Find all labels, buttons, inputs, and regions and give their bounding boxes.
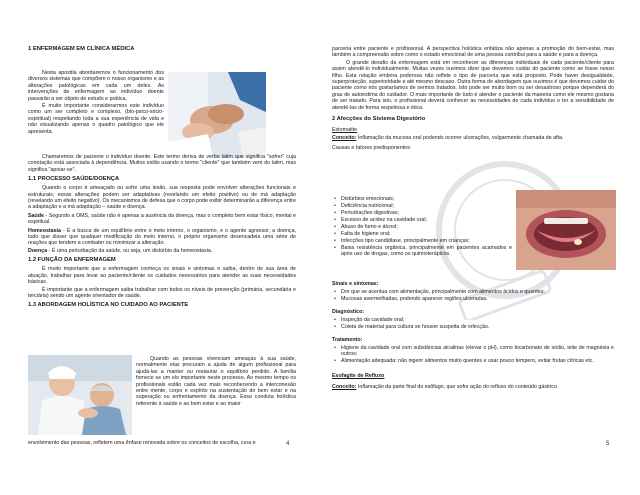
doenca-definition [28,248,296,254]
estomatite-conceito [332,135,614,141]
causas-list [332,196,512,258]
left-page-title-block [28,46,296,53]
tratamento-title: Tratamento: [332,336,363,343]
list-item: • Inspeção da cavidade oral; [332,317,614,323]
saude-definition [28,213,296,226]
causas-list-block [332,196,512,258]
tratamento-list [332,345,614,365]
estomatite-title: Estomatite [332,127,358,134]
right-intro-paragraph-1: parceria entre paciente e profissional. A perspectiva holística enfatiza não apenas a promoção do bem-estar, mas também a compreensão sobre como o estado emocional de uma pessoa contribui para a saúde e para a doença. [332,46,614,59]
section-1-3-paragraph: Quando as pessoas vivenciam ameaças à sua saúde, normalmente elas procuram a ajuda de algum profissional para ajudá-las a manter ou restaurar o equilíbrio perdido. A família fornece se um elo importante neste processo. Ao mesmo tempo os profissionais estão cada vez mais reconhecendo a interconexão entre mente, corpo e espírito na sustentação do bem estar e na superação ou enfrentamento da doença. Essa conduta holística referente à saúde e ao bem estar e ao maior [136,356,296,407]
conceito-label: Conceito: [332,135,357,142]
section-1-2-title: 1.2 FUNÇÃO DA ENFERMAGEM [28,257,116,264]
saude-term: Saúde [28,212,44,219]
page-number-left: 4 [286,441,290,447]
list-item: • Abuso de fumo e álcool; [332,224,512,230]
list-item: • Falta de higiene oral; [332,231,512,237]
list-item: • Coleta de material para cultura se houver suspeita de infecção. [332,324,614,330]
list-item: • Alimentação adequada: não ingerir alimentos muito quentes e usar pouco tempero, evitar frutas cítricas etc. [332,358,614,364]
right-intro-paragraph-2: O grande desafio da enfermagem está em reconhecer as diferenças individuais de cada paciente/cliente para assim atendê-lo individualmente. Muitas vezes ouvimos dizer que devemos cuidar do paciente como se fosse nosso filho. Esta relação embora poderosa não reflete o tipo de parceria que está proposto. Pode haver desigualdade, superproteção, superioridade e até mesmo descaso. Outra forma de abordagem que ouvimos é que devemos cuidar do paciente como nós gostaríamos de sermos tratados. Isto pode ser muito bom ou ser desastroso porque dependerá do grau de autoestima do cuidador. O mais importante de tudo é atender o paciente da maneira como ele mesmo gostaria de ser tratado. Para isto, o profissional deverá conhecer as necessidades de cada indivíduo e ter a sensibilidade de atendê-las de forma respeitosa e ética. [332,59,614,111]
homeostasia-term: Homeostasia [28,227,61,234]
intro-paragraph-2: É muito importante considerarmos este indivíduo como um ser completo e complexo, (bio-psico-sócio-espiritual) respeitando toda a sua experiência de vida e não visualizando apenas o quadro patológico que ele apresenta. [28,103,164,135]
list-item: • Distúrbios emocionais; [332,196,512,202]
list-item: • Perturbações digestivas; [332,210,512,216]
section-1-3-title: 1.3 ABORDAGEM HOLÍSTICA NO CUIDADO AO PACIENTE [28,302,189,309]
right-lower-block [332,281,614,392]
doenca-text: - É uma perturbação da saúde, ou seja, um distúrbio da homeostasia. [47,247,213,254]
section-1-3-continuation-block [28,440,296,447]
list-item: • Higiene da cavidade oral com substâncias alcalinas (elevar o pH), como bicarbonato de sódio, leite de magnésia e outros; [332,345,614,358]
intro-paragraph-1: Nesta apostila abordaremos o funcionamento dos diversos sistemas que compõem o nosso organismo e as alterações patológicas em cada um deles. As intervenções de enfermagem ao indivíduo doente passarão a ser objeto de estudo e prática. [28,70,164,102]
esofagite-conceito-label: Conceito: [332,384,357,391]
homeostasia-definition [28,228,296,247]
sinais-title: Sinais e sintomas: [332,281,379,287]
list-item: • Baixa resistência orgânica, principalmente em pacientes acamados e após uso de drogas, como os quimioterápicos. [332,245,512,258]
list-item: • Dor que se acentua com alimentação, principalmente com alimentos ácidos e quentes; [332,289,614,295]
causas-title: Causas e fatores predisponentes: [332,144,412,151]
page-number-right: 5 [606,441,610,447]
right-page [320,0,640,495]
chapter-title: 1 ENFERMAGEM EM CLÍNICA MÉDICA [28,46,135,52]
section-1-1-paragraph: Quando o corpo é ameaçado ou sofre uma lesão, sua resposta pode envolver alterações funcionais e estruturais; essas alterações podem ser adaptativas (revelando um efeito positivo) ou de má adaptação (revelando um efeito negativo). Os mecanismos de defesa que o corpo pode exibir determinarão a diferença entre a adaptação e a má adaptação – saúde e doença. [28,185,296,211]
left-main-text [28,154,296,311]
right-intro-block [332,46,614,152]
mouth-photo [516,190,616,270]
esofagite-conceito [332,384,614,390]
section-1-3-column [136,356,296,408]
esofagite-title: Esofagite de Refluxo [332,372,385,379]
list-item: • Mucosas avermelhadas, podendo aparecer regiões ulceradas. [332,296,614,302]
list-item: • Deficiência nutricional; [332,203,512,209]
hands-photo [168,72,266,158]
saude-text: - Segundo a OMS, saúde não é apenas a ausência da doença, mas o completo bem estar físico, mental e espiritual. [28,212,296,226]
section-1-2-paragraph-2: É importante que a enfermagem saiba trabalhar com todos os níveis de prevenção (primária, secundária e terciária) sendo um agente orientador de saúde. [28,286,296,299]
intro-paragraph-3: Chamaremos de paciente o indivíduo doente. Este termo deriva de verbo latim que significa "sofrer" cuja conotação está associada à dependência. Muitos estão usando o termo "cliente" que também vem do latim, mas significa "apoiar-se". [28,154,296,173]
homeostasia-text: - É a busca de um equilíbrio entre o meio interno, o organismo, e o agente agressor, a doença, tudo que disser que qualquer modificação do meio interno, o próprio organismo desencadeia uma série de reações que tendem a combater ou minimizar a alteração. [28,227,296,247]
intro-column [28,70,164,136]
section-1-3-continuation: envolvimento das pessoas, refletem uma ênfase renovada sobre os conceitos de escolha, cura e [28,440,256,446]
nurse-patient-photo [28,355,132,435]
section-1-2-paragraph-1: É muito importante que a enfermagem conheça os sinais e sintomas e saiba, dentro de sua área de atuação, trabalhar para levar ao paciente/cliente os cuidados necessários para atender as suas necessidades básicas. [28,266,296,286]
section-1-1-title: 1.1 PROCESSO SAÚDE/DOENÇA [28,176,120,183]
diagnostico-list [332,317,614,330]
doenca-term: Doença [28,247,48,254]
diagnostico-title: Diagnóstico: [332,308,365,315]
section-2-title: 2 Afecções do Sistema Digestório [332,116,426,123]
sinais-list [332,289,614,302]
list-item: • Excesso de acidez na cavidade oral; [332,217,512,223]
esofagite-conceito-text: Inflamação da parte final do esôfago, que sofre ação do refluxo do conteúdo gástrico. [356,384,559,391]
list-item: • Infecções tipo candidíase, principalmente em crianças; [332,238,512,244]
conceito-text: Inflamação da mucosa oral podendo ocorrer ulcerações, vulgarmente chamada de afta. [356,135,564,142]
